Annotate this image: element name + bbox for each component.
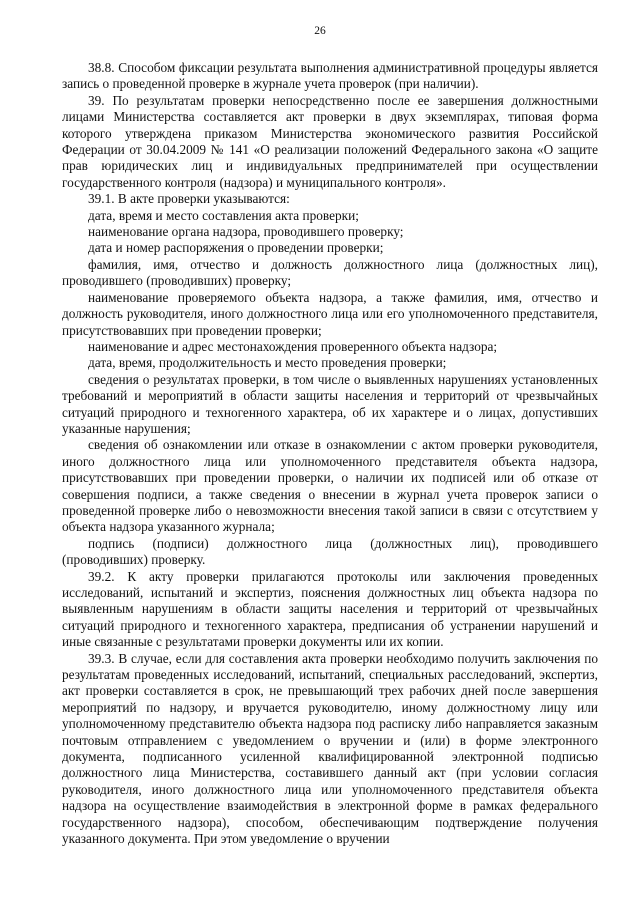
paragraph-39: 39. По результатам проверки непосредственно после ее завершения должностными лицами Министерства составляется акт проверки в двух экземплярах, типовая форма которого утверждена приказом Министерства экономического развития Российской Федерации от 30.04.2009 № 141 «О реализации положений Федерального закона «О защите прав юридических лиц и индивидуальных предпринимателей при осуществлении государственного контроля (надзора) и муниципального контроля». bbox=[62, 92, 598, 190]
paragraph-39-2: 39.2. К акту проверки прилагаются протоколы или заключения проведенных исследований, испытаний и экспертиз, пояснения должностных лиц объекта надзора по выявленным нарушениям в области защиты населения и территорий от чрезвычайных ситуаций природного и техногенного характера, предписания об устранении нарушений и иные связанные с результатами проверки документы или их копии. bbox=[62, 568, 598, 650]
page-number: 26 bbox=[314, 25, 326, 37]
document-body bbox=[62, 60, 598, 848]
list-item: подпись (подписи) должностного лица (должностных лиц), проводившего (проводивших) проверку. bbox=[62, 535, 598, 568]
list-item: наименование органа надзора, проводившего проверку; bbox=[88, 224, 404, 240]
paragraph-38-8: 38.8. Способом фиксации результата выполнения административной процедуры является запись о проведенной проверке в журнале учета проверок (при наличии). bbox=[62, 60, 598, 92]
list-item: наименование проверяемого объекта надзора, а также фамилия, имя, отчество и должность руководителя, иного должностного лица или его уполномоченного представителя, присутствовавших при проведении проверки; bbox=[62, 289, 598, 338]
list-item: фамилия, имя, отчество и должность должностного лица (должностных лиц), проводившего (проводивших) проверку; bbox=[62, 256, 598, 289]
list-item: сведения об ознакомлении или отказе в ознакомлении с актом проверки руководителя, иного должностного лица или уполномоченного представителя объекта надзора, присутствовавших при проведении проверки, о наличии их подписей или об отказе от совершения подписи, а также сведения о внесении в журнал учета проверок записи о проведенной проверке либо о невозможности внесения такой записи в связи с отсутствием у объекта надзора указанного журнала; bbox=[62, 437, 598, 535]
list-item: дата и номер распоряжения о проведении проверки; bbox=[88, 240, 384, 256]
paragraph-39-1: 39.1. В акте проверки указываются: bbox=[88, 191, 290, 207]
list-item: дата, время, продолжительность и место проведения проверки; bbox=[88, 355, 447, 371]
list-item: дата, время и место составления акта проверки; bbox=[88, 207, 359, 223]
list-item: наименование и адрес местонахождения проверенного объекта надзора; bbox=[88, 338, 498, 354]
list-item: сведения о результатах проверки, в том числе о выявленных нарушениях установленных требований и мероприятий в области защиты населения и территорий от чрезвычайных ситуаций природного и техногенного характера, об их характере и о лицах, допустивших указанные нарушения; bbox=[62, 371, 598, 436]
paragraph-39-3: 39.3. В случае, если для составления акта проверки необходимо получить заключения по результатам проведенных исследований, испытаний, специальных расследований, экспертиз, акт проверки составляется в срок, не превышающий трех рабочих дней после завершения мероприятий по надзору, и вручается руководителю, иному должностному лицу или уполномоченному представителю объекта надзора под расписку либо направляется заказным почтовым отправлением с уведомлением о вручении и (или) в форме электронного документа, подписанного усиленной квалифицированной электронной подписью должностного лица Министерства, составившего данный акт (при условии согласия руководителя, иного должностного лица или уполномоченного представителя объекта надзора на осуществление взаимодействия в электронной форме в рамках федерального государственного надзора), способом, обеспечивающим подтверждение получения указанного документа. При этом уведомление о вручении bbox=[62, 650, 598, 847]
